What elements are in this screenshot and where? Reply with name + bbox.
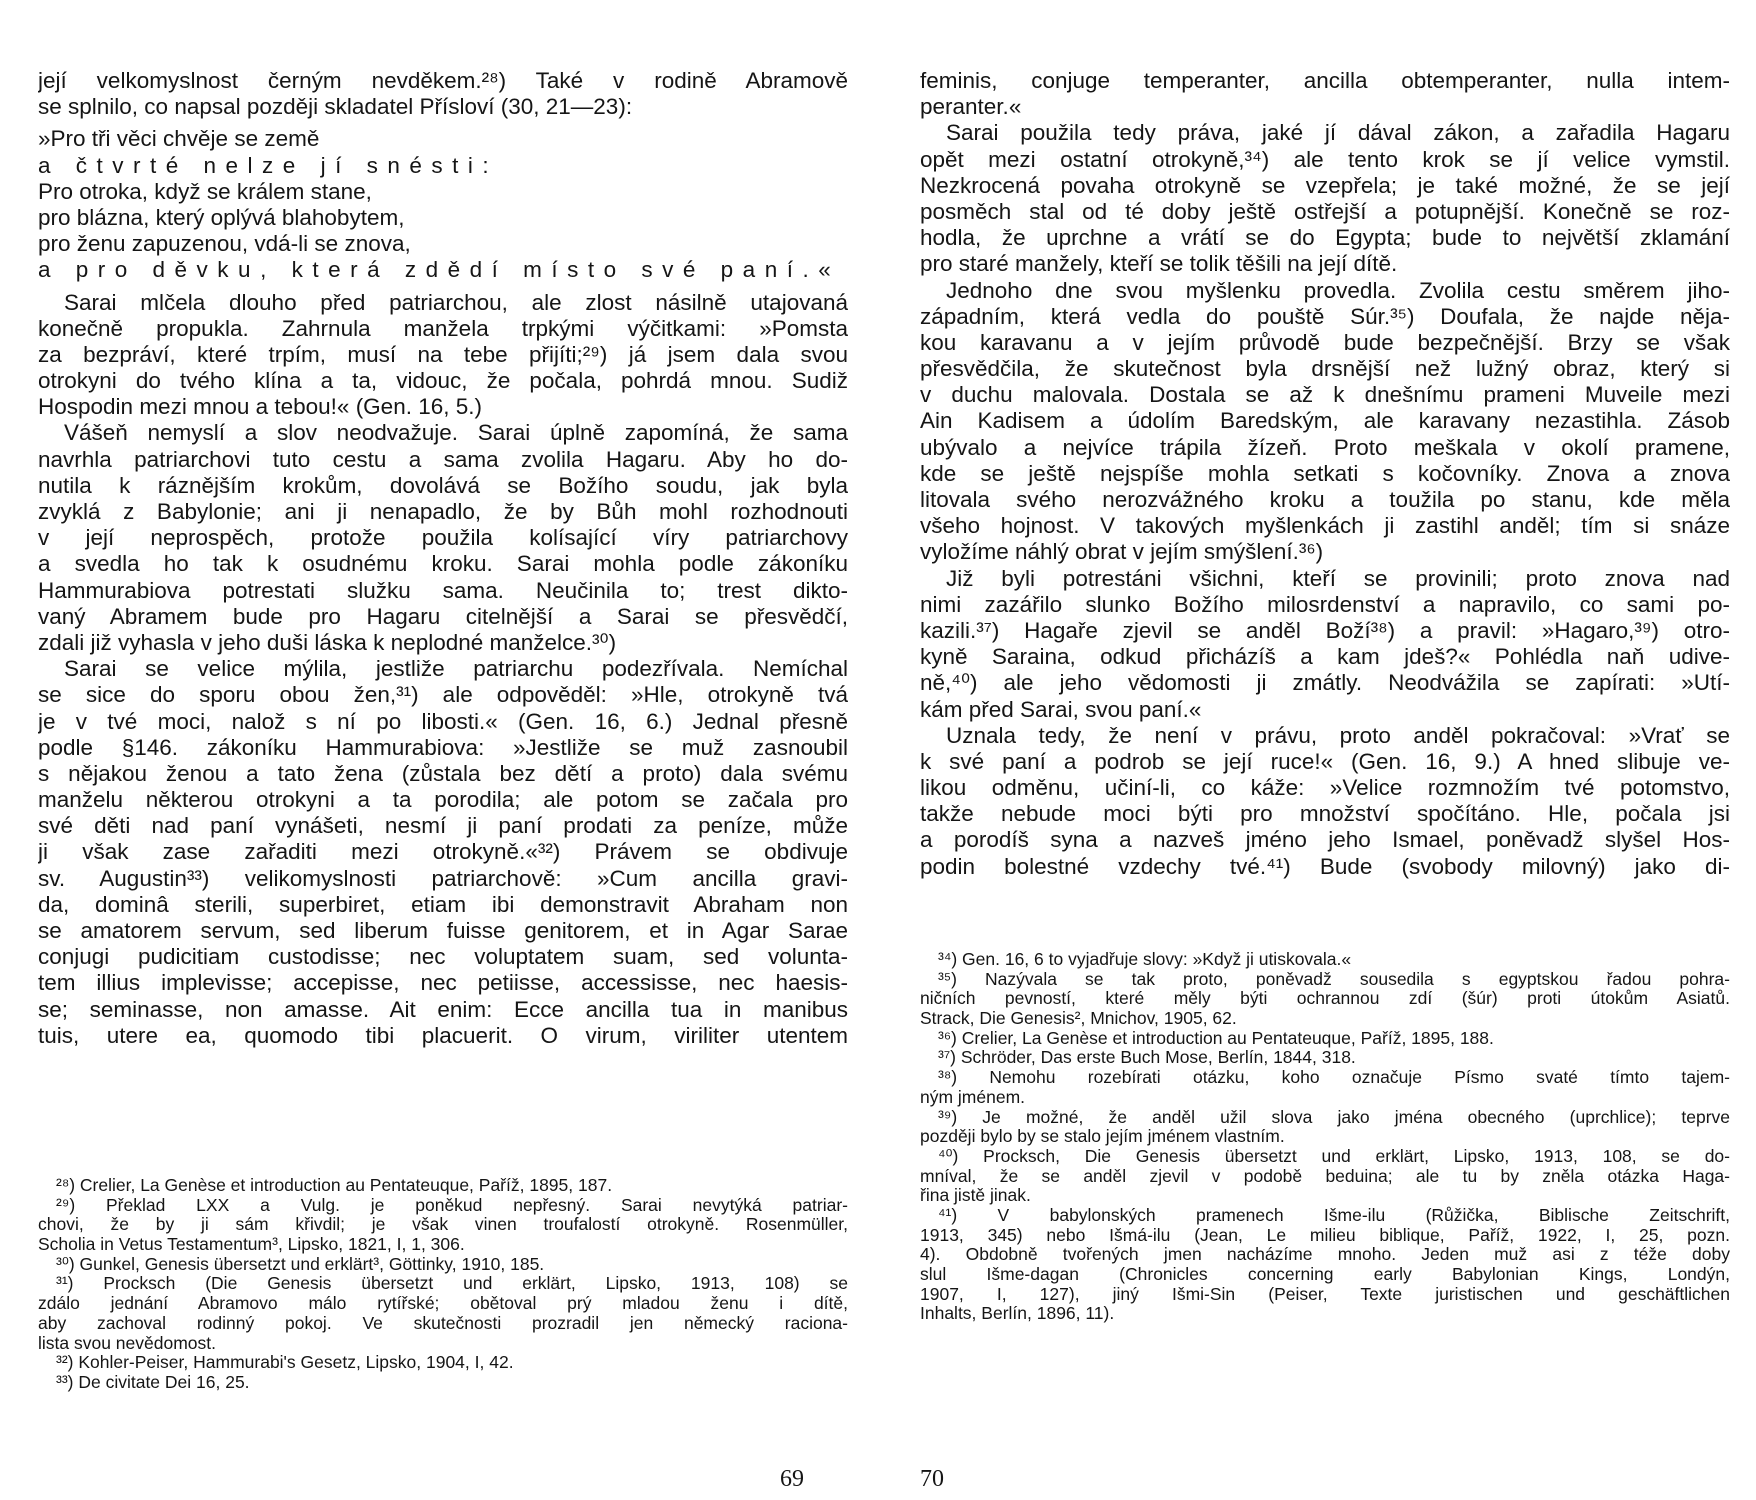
right-footnotes (920, 950, 1730, 1324)
text-line: západním, která vedla do pouště Súr.³⁵) Doufala, že najde něja- (920, 303, 1730, 329)
footnote-line: ⁴⁰) Procksch, Die Genesis übersetzt und erklärt, Lipsko, 1913, 108, se do- (938, 1146, 1730, 1166)
text-line: pro staré manžely, kteří se tolik těšili na její dítě. (920, 251, 1398, 277)
poem-line: pro ženu zapuzenou, vdá-li se znova, (38, 231, 411, 257)
text-line: své děti nad paní vynášeti, nesmí ji paní prodati za peníze, může (38, 813, 848, 839)
text-line: Nezkrocená povaha otrokyně se vzepřela; je také možné, že se její (920, 172, 1730, 198)
page-number-left: 69 (780, 1466, 804, 1492)
footnote-line: aby zachoval rodinný pokoj. Ve skutečnosti prozradil jen německý raciona- (38, 1313, 848, 1333)
poem-line: pro blázna, který oplývá blahobytem, (38, 204, 405, 230)
footnote-line: ³³) De civitate Dei 16, 25. (56, 1372, 250, 1392)
text-line: Hammurabiova potrestati služku sama. Neučinila to; trest dikto- (38, 577, 848, 603)
poem-line: a pro děvku, která zdědí místo své paní.« (38, 257, 841, 283)
footnote-line: lista svou nevědomost. (38, 1333, 217, 1353)
text-line: v její neprospěch, protože použila kolísající víry patriarchovy (38, 525, 848, 551)
footnote-line: ným jménem. (920, 1087, 1026, 1107)
text-line: za bezpráví, které trpím, musí na tebe přijíti;²⁹) já jsem dala svou (38, 341, 848, 367)
text-line: ně,⁴⁰) ale jeho vědomosti ji zmátly. Neodvážila se zapírati: »Utí- (920, 670, 1730, 696)
text-line: vaný Abramem bude pro Hagaru citelnější a Sarai se přesvědčí, (38, 603, 848, 629)
footnote-line: ²⁸) Crelier, La Genèse et introduction au Pentateuque, Paříž, 1895, 187. (56, 1176, 613, 1195)
text-line: tuis, utere ea, quomodo tibi placuerit. O virum, viriliter utentem (38, 1022, 848, 1048)
footnote-line: ³¹) Procksch (Die Genesis übersetzt und erklärt, Lipsko, 1913, 108) se (56, 1274, 848, 1294)
text-line: kde se ještě nejspíše mohla setkati s kočovníky. Znova a znova (920, 460, 1730, 486)
text-line: k své paní a podrob se její ruce!« (Gen. 16, 9.) A hned slibuje ve- (920, 748, 1730, 774)
footnote-line: zdálo jednání Abramovo málo rytířské; obětoval prý mladou ženu i dítě, (38, 1294, 848, 1314)
text-line: nimi zazářilo slunko Božího milosrdenství a napravilo, co sami po- (920, 591, 1730, 617)
text-line: se splnilo, co napsal později skladatel Přísloví (30, 21—23): (38, 94, 633, 120)
text-line: Vášeň nemyslí a slov neodvažuje. Sarai úplně zapomíná, že sama (64, 420, 848, 446)
text-line: je v tvé moci, nalož s ní po libosti.« (Gen. 16, 6.) Jednal přesně (38, 708, 848, 734)
poem-line: a čtvrté nelze jí snésti: (38, 152, 499, 178)
footnote-line: ²⁹) Překlad LXX a Vulg. je poněkud nepřesný. Sarai nevytýká patriar- (56, 1195, 848, 1215)
text-line: posměch stal od té doby ještě ostřejší a potupnější. Konečně se roz- (920, 198, 1730, 224)
text-line: kazili.³⁷) Hagaře zjevil se anděl Boží³⁸) a pravil: »Hagaro,³⁹) otro- (920, 617, 1730, 643)
footnote-line: ³⁴) Gen. 16, 6 to vyjadřuje slovy: »Když ji utiskovala.« (938, 950, 1352, 969)
text-line: všeho hojnost. V takových myšlenkách ji zastihl anděl; tím si snáze (920, 513, 1730, 539)
text-line: se sice do sporu obou žen,³¹) ale odpověděl: »Hle, otrokyně tvá (38, 682, 848, 708)
text-line: se amatorem servum, sed liberum fuisse genitorem, et in Agar Sarae (38, 918, 848, 943)
footnote-line: ⁴¹) V babylonských pramenech Išme-ilu (Růžička, Biblische Zeitschrift, (938, 1205, 1730, 1225)
text-line: s nějakou ženou a tato žena (zůstala bez dětí a proto) dala svému (38, 760, 848, 786)
text-line: navrhla patriarchovi tuto cestu a sama zvolila Hagaru. Aby ho do- (38, 446, 848, 472)
text-line: Hospodin mezi mnou a tebou!« (Gen. 16, 5.) (38, 394, 483, 420)
text-line: da, dominâ sterili, superbiret, etiam ibi demonstravit Abraham non (38, 891, 848, 917)
footnote-line: 4). Obdobně tvořených jmen nacházíme mnoho. Jeden muž asi z téže doby (920, 1245, 1730, 1265)
text-line: Sarai použila tedy práva, jaké jí dával zákon, a zařadila Hagaru (946, 120, 1730, 146)
proverb-quote (38, 126, 848, 283)
text-line: kou karavanu a v jejím průvodě bude bezpečnější. Brzy se však (920, 329, 1730, 355)
text-line: se; seminasse, non amasse. Ait enim: Ecce ancilla tua in manibus (38, 996, 848, 1022)
footnote-line: Strack, Die Genesis², Mnichov, 1905, 62. (920, 1009, 1237, 1029)
text-line: Jednoho dne svou myšlenku provedla. Zvolila cestu směrem jiho- (946, 277, 1730, 303)
left-page (38, 0, 848, 1500)
text-line: peranter.« (920, 94, 1022, 120)
text-line: conjugi pudicitiam custodisse; nec voluptatem suam, sed volunta- (38, 944, 848, 970)
footnote-line: mníval, že se anděl zjevil v podobě beduina; ale tu by zněla otázka Haga- (920, 1166, 1730, 1186)
footnote-line: ničních pevností, které měly býti ochrannou zdí (šúr) proti útokům Asiatů. (920, 989, 1730, 1009)
text-line: zdali již vyhasla v jeho duši láska k neplodné manželce.³⁰) (38, 629, 617, 655)
right-body-text (920, 68, 1730, 880)
text-line: v duchu malovala. Dostala se až k dnešnímu prameni Muveile mezi (920, 382, 1730, 408)
footnote-line: ³⁸) Nemohu rozebírati otázku, koho označuje Písmo svaté tímto tajem- (938, 1068, 1730, 1088)
text-line: Uznala tedy, že není v právu, proto anděl pokračoval: »Vrať se (946, 722, 1730, 748)
text-line: Ain Kadisem a údolím Baredským, ale karavany nezastihla. Zásob (920, 408, 1730, 434)
text-line: ji však zase zařaditi mezi otrokyně.«³²) Právem se obdivuje (38, 839, 848, 865)
text-line: otrokyni do tvého klína a ta, vidouc, že počala, pohrdá mnou. Sudiž (38, 368, 848, 394)
footnote-line: ³⁶) Crelier, La Genèse et introduction au Pentateuque, Paříž, 1895, 188. (938, 1028, 1494, 1048)
text-line: její velkomyslnost černým nevděkem.²⁸) Také v rodině Abramově (38, 68, 848, 93)
text-line: nutila k ráznějším krokům, dovolává se Božího soudu, jak byla (38, 472, 848, 498)
text-line: Již byli potrestáni všichni, kteří se provinili; proto znova nad (946, 565, 1730, 591)
text-line: takže nebude moci býti pro množství spočítáno. Hle, počala jsi (920, 801, 1730, 827)
footnote-line: Scholia in Vetus Testamentum³, Lipsko, 1821, I, 1, 306. (38, 1235, 465, 1255)
text-line: kyně Saraina, odkud přicházíš a kam jdeš?« Pohlédla naň udive- (920, 644, 1730, 670)
footnote-line: Inhalts, Berlín, 1896, 11). (920, 1304, 1115, 1324)
footnote-line: slul Išme-dagan (Chronicles concerning early Babylonian Kings, Londýn, (920, 1265, 1730, 1284)
left-footnotes (38, 1176, 848, 1393)
text-line: Sarai mlčela dlouho před patriarchou, ale zlost násilně utajovaná (64, 289, 848, 315)
footnote-line: řina jistě jinak. (920, 1186, 1031, 1206)
footnote-line: ³²) Kohler-Peiser, Hammurabi's Gesetz, Lipsko, 1904, I, 42. (56, 1353, 514, 1373)
text-line: feminis, conjuge temperanter, ancilla obtemperanter, nulla intem- (920, 68, 1730, 93)
text-line: konečně propukla. Zahrnula manžela trpkými výčitkami: »Pomsta (38, 315, 848, 341)
footnote-line: ³⁹) Je možné, že anděl užil slova jako jména obecného (uprchlice); teprve (938, 1107, 1730, 1127)
text-line: opět mezi ostatní otrokyně,³⁴) ale tento krok se jí velice vymstil. (920, 146, 1730, 172)
text-line: tem illius implevisse; accepisse, nec petiisse, accessisse, nec haesis- (38, 970, 848, 996)
footnote-line: později bylo by se stalo jejím jménem vlastním. (920, 1127, 1285, 1147)
left-body-text (38, 68, 848, 1049)
text-line: a svedla ho tak k osudnému kroku. Sarai mohla podle zákoníku (38, 551, 848, 577)
text-line: podle §146. zákoníku Hammurabiova: »Jestliže se muž zasnoubil (38, 734, 848, 760)
text-line: zvyklá z Babylonie; ani ji nenapadlo, že by Bůh mohl rozhodnouti (38, 499, 848, 524)
footnote-line: chovi, že by ji sám křivdil; je však vinen troufalostí otrokyně. Rosenmüller, (38, 1215, 848, 1235)
footnote-line: 1907, I, 127), jiný Išmi-Sin (Peiser, Texte juristischen und geschäftlichen (920, 1284, 1730, 1304)
text-line: ubývalo a nejvíce trápila žízeň. Proto meškala v okolí pramene, (920, 434, 1730, 460)
text-line: likou odměnu, učiní-li, co káže: »Velice rozmnožím tvé potomstvo, (920, 775, 1730, 801)
footnote-line: ³⁵) Nazývala se tak proto, poněvadž sousedila s egyptskou řadou pohra- (938, 969, 1730, 989)
text-line: podin bolestné vzdechy tvé.⁴¹) Bude (svobody milovný) jako di- (920, 853, 1730, 879)
text-line: hodla, že uprchne a vrátí se do Egypta; bude to největší zklamání (920, 225, 1730, 251)
right-page (920, 0, 1730, 1500)
text-line: Sarai se velice mýlila, jestliže patriarchu podezřívala. Nemíchal (64, 656, 848, 682)
footnote-line: ³⁰) Gunkel, Genesis übersetzt und erklärt³, Göttinky, 1910, 185. (56, 1254, 545, 1274)
text-line: vyložíme náhlý obrat v jejím smýšlení.³⁶) (920, 539, 1324, 565)
text-line: litovala svého nerozvážného kroku a toužila po stanu, kde měla (920, 487, 1730, 512)
page-number-right: 70 (920, 1466, 944, 1492)
text-line: a porodíš syna a nazveš jméno jeho Ismael, poněvadž slyšel Hos- (920, 827, 1730, 853)
text-line: manželu některou otrokyni a ta porodila; ale potom se začala pro (38, 787, 848, 813)
text-line: kám před Sarai, svou paní.« (920, 696, 1202, 722)
footnote-line: ³⁷) Schröder, Das erste Buch Mose, Berlín, 1844, 318. (938, 1048, 1356, 1068)
text-line: přesvědčila, že skutečnost byla drsnější než lužný obraz, který si (920, 356, 1730, 382)
poem-line: »Pro tři věci chvěje se země (38, 126, 320, 152)
footnote-line: 1913, 345) nebo Išmá-ilu (Jean, Le milieu biblique, Paříž, 1922, I, 25, pozn. (920, 1225, 1730, 1245)
text-line: sv. Augustin³³) velikomyslnosti patriarchově: »Cum ancilla gravi- (38, 865, 848, 891)
poem-line: Pro otroka, když se králem stane, (38, 178, 372, 204)
